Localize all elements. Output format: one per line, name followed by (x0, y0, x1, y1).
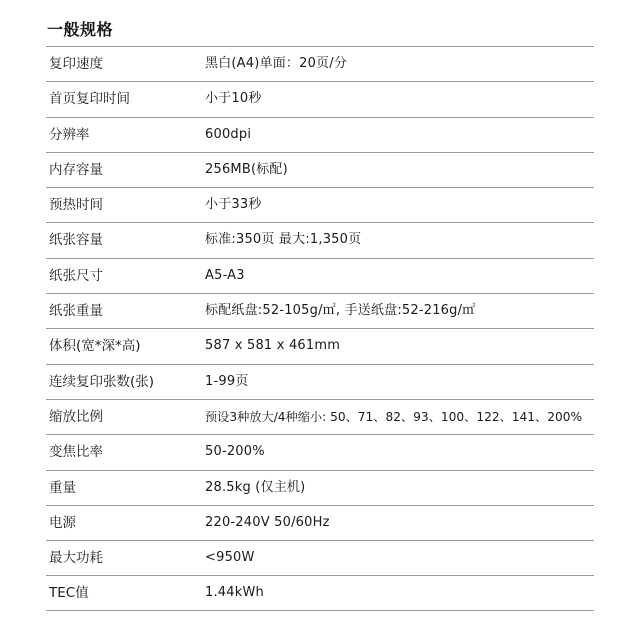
spec-row-zoom-ratio (46, 434, 594, 469)
spec-row-warmup-time (46, 187, 594, 222)
spec-row-max-power (46, 540, 594, 575)
spec-row-first-copy-time (46, 81, 594, 116)
spec-label: TEC值 (49, 585, 89, 602)
spec-row-tec (46, 575, 594, 610)
spec-label: 变焦比率 (49, 444, 103, 461)
spec-value: 标配纸盘:52-105g/㎡, 手送纸盘:52-216g/㎡ (205, 303, 476, 319)
spec-label: 内存容量 (49, 161, 103, 178)
spec-label: 电源 (49, 514, 76, 531)
spec-row-power-supply (46, 505, 594, 540)
spec-label: 连续复印张数(张) (49, 373, 155, 390)
spec-label: 纸张尺寸 (49, 267, 103, 284)
spec-row-paper-size (46, 258, 594, 293)
spec-row-zoom-presets (46, 399, 594, 434)
spec-value: 1-99页 (205, 373, 249, 389)
spec-label: 纸张容量 (49, 232, 103, 249)
spec-label: 缩放比例 (49, 408, 103, 425)
spec-value: A5-A3 (205, 267, 245, 283)
spec-value: 256MB(标配) (205, 161, 288, 177)
spec-label: 重量 (49, 479, 76, 496)
spec-label: 首页复印时间 (49, 91, 130, 108)
section-title: 一般规格 (47, 20, 114, 39)
spec-value: 50-200% (205, 444, 265, 460)
spec-table (46, 46, 594, 611)
spec-row-weight (46, 470, 594, 505)
spec-label: 体积(宽*深*高) (49, 338, 141, 355)
spec-row-paper-capacity (46, 222, 594, 257)
spec-row-memory (46, 152, 594, 187)
spec-value: 小于10秒 (205, 91, 262, 107)
spec-row-copy-speed (46, 46, 594, 81)
spec-value: 220-240V 50/60Hz (205, 514, 330, 530)
spec-label: 最大功耗 (49, 550, 103, 567)
spec-label: 纸张重量 (49, 303, 103, 320)
spec-row-dimensions (46, 328, 594, 363)
spec-label: 预热时间 (49, 197, 103, 214)
spec-value: 标准:350页 最大:1,350页 (205, 232, 362, 248)
spec-value: 600dpi (205, 126, 252, 142)
spec-value: 预设3种放大/4种缩小: 50、71、82、93、100、122、141、200% (205, 409, 583, 424)
spec-value: <950W (205, 550, 255, 566)
spec-value: 587 x 581 x 461mm (205, 338, 341, 354)
spec-label: 分辨率 (49, 126, 90, 143)
spec-row-resolution (46, 117, 594, 152)
spec-value: 1.44kWh (205, 585, 264, 601)
spec-value: 小于33秒 (205, 197, 262, 213)
spec-row-paper-weight (46, 293, 594, 328)
spec-label: 复印速度 (49, 56, 103, 72)
spec-value: 黑白(A4)单面：20页/分 (205, 56, 348, 71)
spec-value: 28.5kg (仅主机) (205, 479, 306, 495)
spec-row-continuous-copies (46, 364, 594, 399)
